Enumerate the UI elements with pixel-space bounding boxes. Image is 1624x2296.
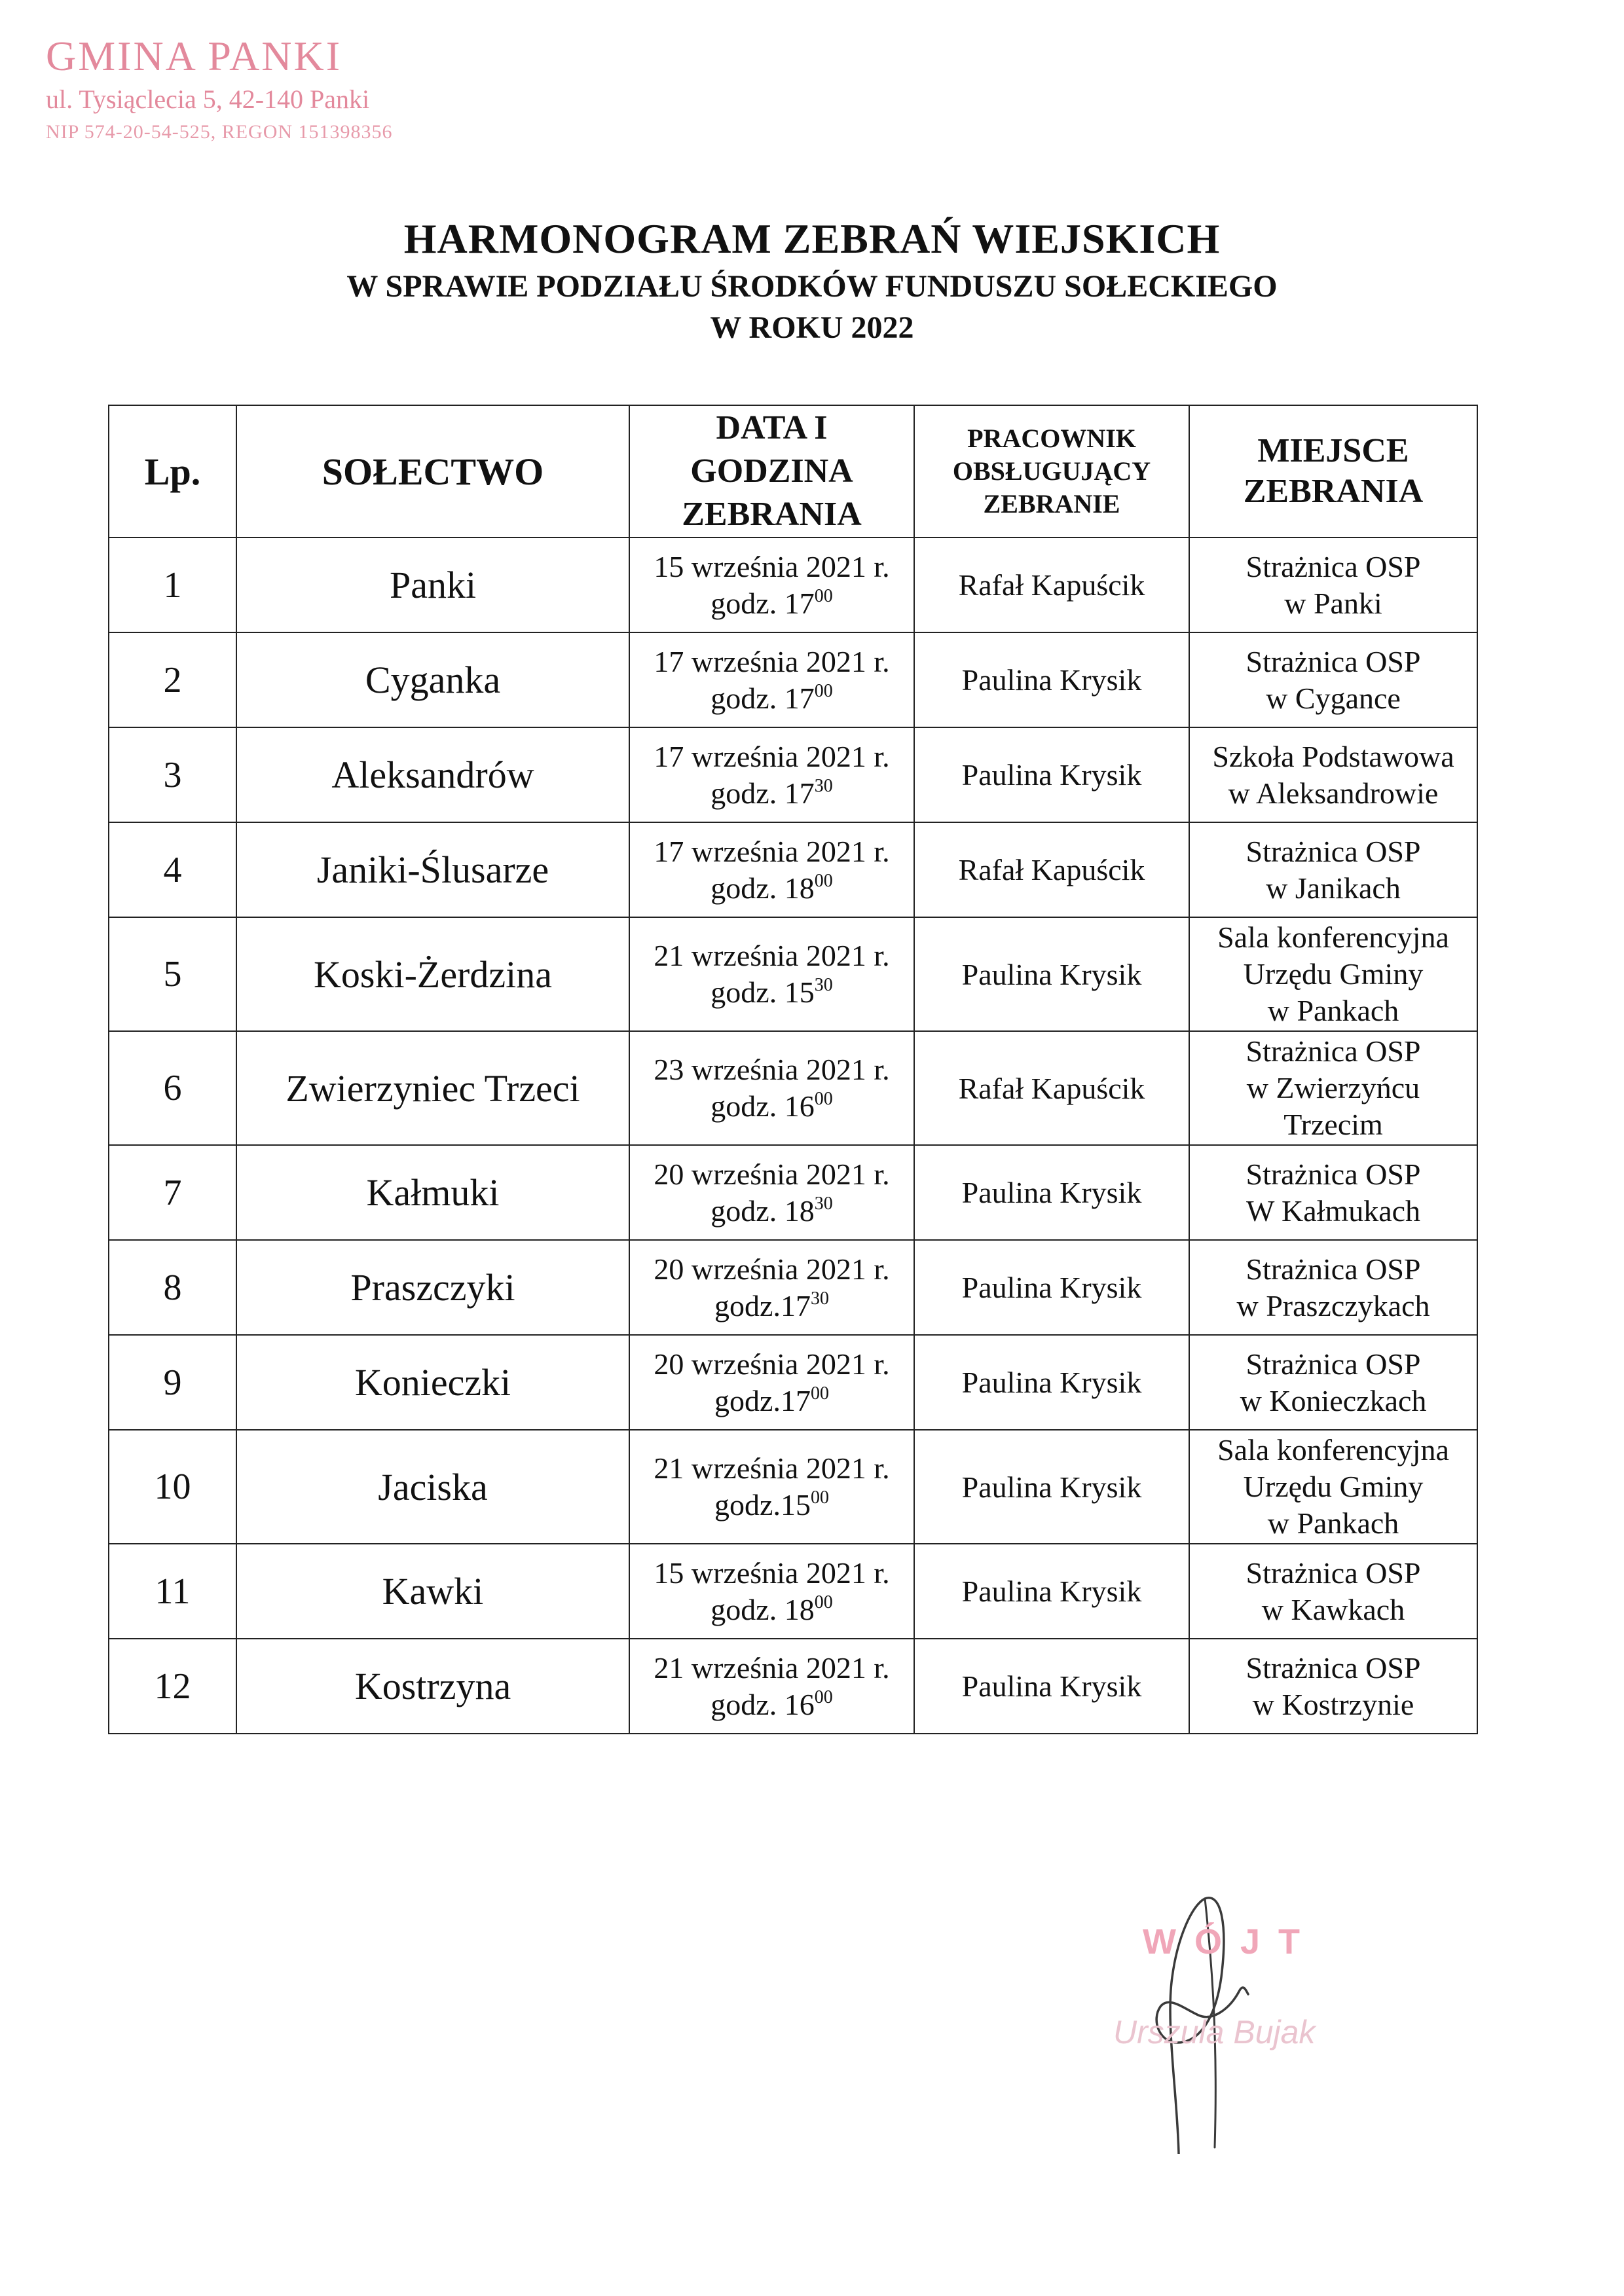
cell-solectwo: Zwierzyniec Trzeci [236, 1031, 629, 1145]
document-heading [0, 213, 1624, 348]
place-line: w Panki [1284, 586, 1382, 620]
header-place-line: ZEBRANIA [1243, 473, 1424, 510]
time-minutes: 30 [810, 1288, 829, 1309]
place-line: Strażnica OSP [1246, 1252, 1421, 1286]
place-line: w Pankach [1267, 994, 1399, 1027]
header-place-line: MIEJSCE [1257, 432, 1409, 469]
header-worker [914, 405, 1189, 538]
cell-place [1189, 1240, 1477, 1335]
cell-solectwo: Panki [236, 538, 629, 632]
cell-place [1189, 1430, 1477, 1544]
cell-lp: 4 [109, 822, 236, 917]
time-hour: godz. 17 [710, 681, 815, 715]
table-row [109, 1145, 1477, 1240]
table-body [109, 538, 1477, 1734]
cell-solectwo: Kawki [236, 1544, 629, 1639]
table-header-row [109, 405, 1477, 538]
table-row [109, 1639, 1477, 1734]
date-line: 20 września 2021 r. [654, 1252, 890, 1286]
time-minutes: 00 [810, 1383, 829, 1404]
table-row [109, 538, 1477, 632]
date-line: 21 września 2021 r. [654, 1451, 890, 1485]
time-line [637, 1088, 907, 1125]
table-row [109, 917, 1477, 1031]
cell-date [629, 1639, 914, 1734]
time-hour: godz. 15 [710, 975, 815, 1009]
cell-date [629, 727, 914, 822]
cell-worker: Paulina Krysik [914, 1639, 1189, 1734]
cell-worker: Paulina Krysik [914, 1240, 1189, 1335]
time-hour: godz.17 [714, 1288, 811, 1322]
place-line: Urzędu Gminy [1243, 957, 1424, 991]
time-line [637, 585, 907, 622]
document-year: W ROKU 2022 [710, 310, 914, 345]
cell-worker: Paulina Krysik [914, 917, 1189, 1031]
header-worker-line: ZEBRANIE [983, 489, 1120, 519]
cell-solectwo: Jaciska [236, 1430, 629, 1544]
date-line: 15 września 2021 r. [654, 1556, 890, 1590]
time-minutes: 30 [814, 975, 833, 995]
cell-date [629, 1544, 914, 1639]
header-date [629, 405, 914, 538]
cell-date [629, 1430, 914, 1544]
cell-date [629, 1145, 914, 1240]
cell-worker: Rafał Kapuścik [914, 1031, 1189, 1145]
cell-date [629, 1240, 914, 1335]
time-minutes: 00 [814, 1089, 833, 1109]
table-row [109, 1240, 1477, 1335]
place-line: Strażnica OSP [1246, 549, 1421, 583]
time-hour: godz.15 [714, 1488, 811, 1522]
signature-stamp-title: WÓJT [1143, 1922, 1318, 1961]
cell-lp: 8 [109, 1240, 236, 1335]
cell-place [1189, 538, 1477, 632]
cell-place [1189, 1335, 1477, 1430]
place-line: w Pankach [1267, 1506, 1399, 1540]
cell-worker: Rafał Kapuścik [914, 538, 1189, 632]
cell-lp: 11 [109, 1544, 236, 1639]
table-row [109, 727, 1477, 822]
table-row [109, 1031, 1477, 1145]
time-line [637, 1288, 907, 1324]
cell-lp: 5 [109, 917, 236, 1031]
place-line: w Kostrzynie [1252, 1687, 1414, 1721]
cell-place [1189, 1544, 1477, 1639]
stamp-address: ul. Tysiąclecia 5, 42-140 Panki [46, 84, 370, 114]
stamp-ids: NIP 574-20-54-525, REGON 151398356 [46, 121, 393, 143]
cell-lp: 1 [109, 538, 236, 632]
time-hour: godz. 17 [710, 586, 815, 620]
table-row [109, 822, 1477, 917]
header-lp: Lp. [109, 405, 236, 538]
time-minutes: 00 [814, 1686, 833, 1707]
cell-lp: 2 [109, 632, 236, 727]
cell-worker: Paulina Krysik [914, 632, 1189, 727]
date-line: 17 września 2021 r. [654, 834, 890, 868]
table-row [109, 1430, 1477, 1544]
cell-place [1189, 917, 1477, 1031]
time-minutes: 30 [814, 775, 833, 796]
place-line: W Kałmukach [1246, 1194, 1421, 1228]
place-line: w Cygance [1266, 681, 1401, 715]
date-line: 23 września 2021 r. [654, 1053, 890, 1086]
signature-stamp-name: Urszula Bujak [1113, 2014, 1316, 2050]
cell-lp: 12 [109, 1639, 236, 1734]
cell-worker: Paulina Krysik [914, 1335, 1189, 1430]
cell-worker: Paulina Krysik [914, 1145, 1189, 1240]
cell-place [1189, 822, 1477, 917]
time-hour: godz. 18 [710, 871, 815, 905]
time-minutes: 00 [814, 870, 833, 891]
header-date-line: GODZINA [690, 452, 853, 490]
cell-lp: 7 [109, 1145, 236, 1240]
time-line [637, 1383, 907, 1419]
cell-lp: 3 [109, 727, 236, 822]
time-minutes: 00 [814, 585, 833, 606]
date-line: 17 września 2021 r. [654, 739, 890, 773]
time-minutes: 30 [814, 1193, 833, 1214]
place-line: Strażnica OSP [1246, 644, 1421, 678]
place-line: w Praszczykach [1236, 1288, 1430, 1322]
header-place [1189, 405, 1477, 538]
cell-lp: 10 [109, 1430, 236, 1544]
cell-solectwo: Kostrzyna [236, 1639, 629, 1734]
document-subtitle: W SPRAWIE PODZIAŁU ŚRODKÓW FUNDUSZU SOŁECKIEGO [346, 269, 1278, 304]
cell-solectwo: Cyganka [236, 632, 629, 727]
place-line: Sala konferencyjna [1217, 920, 1449, 954]
time-minutes: 00 [814, 680, 833, 701]
place-line: Strażnica OSP [1246, 1034, 1421, 1068]
time-hour: godz.17 [714, 1383, 811, 1417]
time-line [637, 1592, 907, 1628]
time-hour: godz. 17 [710, 776, 815, 810]
place-line: w Janikach [1266, 871, 1401, 905]
place-line: Strażnica OSP [1246, 1556, 1421, 1590]
cell-date [629, 632, 914, 727]
cell-place [1189, 632, 1477, 727]
cell-worker: Paulina Krysik [914, 1430, 1189, 1544]
meeting-schedule-table [108, 405, 1478, 1734]
date-line: 17 września 2021 r. [654, 644, 890, 678]
cell-date [629, 538, 914, 632]
table-row [109, 632, 1477, 727]
header-solectwo: SOŁECTWO [236, 405, 629, 538]
place-line: Szkoła Podstawowa [1212, 739, 1454, 773]
cell-solectwo: Koski-Żerdzina [236, 917, 629, 1031]
cell-solectwo: Praszczyki [236, 1240, 629, 1335]
table-row [109, 1335, 1477, 1430]
time-hour: godz. 16 [710, 1089, 815, 1123]
place-line: Strażnica OSP [1246, 1347, 1421, 1381]
cell-date [629, 917, 914, 1031]
cell-place [1189, 727, 1477, 822]
cell-date [629, 1335, 914, 1430]
time-hour: godz. 16 [710, 1687, 815, 1721]
time-line [637, 1487, 907, 1523]
document-title: HARMONOGRAM ZEBRAŃ WIEJSKICH [403, 215, 1221, 262]
place-line: Sala konferencyjna [1217, 1433, 1449, 1467]
place-line: w Zwierzyńcu [1246, 1071, 1420, 1104]
place-line: Trzecim [1283, 1108, 1383, 1141]
place-line: w Aleksandrowie [1228, 776, 1439, 810]
cell-worker: Paulina Krysik [914, 727, 1189, 822]
place-line: w Kawkach [1261, 1592, 1405, 1626]
cell-date [629, 1031, 914, 1145]
stamp-title: GMINA PANKI [46, 33, 342, 79]
cell-worker: Rafał Kapuścik [914, 822, 1189, 917]
date-line: 20 września 2021 r. [654, 1157, 890, 1191]
time-line [637, 974, 907, 1011]
cell-worker: Paulina Krysik [914, 1544, 1189, 1639]
header-date-line: DATA I [716, 409, 828, 446]
table-row [109, 1544, 1477, 1639]
cell-lp: 9 [109, 1335, 236, 1430]
header-date-line: ZEBRANIA [682, 496, 862, 533]
place-line: Urzędu Gminy [1243, 1470, 1424, 1503]
date-line: 15 września 2021 r. [654, 549, 890, 583]
time-line [637, 870, 907, 907]
municipality-stamp [46, 31, 426, 147]
date-line: 20 września 2021 r. [654, 1347, 890, 1381]
time-minutes: 00 [810, 1487, 829, 1508]
cell-solectwo: Konieczki [236, 1335, 629, 1430]
time-line [637, 1193, 907, 1230]
place-line: Strażnica OSP [1246, 1157, 1421, 1191]
cell-lp: 6 [109, 1031, 236, 1145]
cell-solectwo: Kałmuki [236, 1145, 629, 1240]
place-line: w Konieczkach [1240, 1383, 1427, 1417]
cell-place [1189, 1639, 1477, 1734]
date-line: 21 września 2021 r. [654, 939, 890, 972]
cell-date [629, 822, 914, 917]
header-worker-line: PRACOWNIK [967, 424, 1136, 453]
date-line: 21 września 2021 r. [654, 1650, 890, 1685]
time-minutes: 00 [814, 1592, 833, 1613]
time-hour: godz. 18 [710, 1194, 815, 1228]
time-line [637, 680, 907, 717]
time-hour: godz. 18 [710, 1592, 815, 1626]
header-worker-line: OBSŁUGUJĄCY [952, 456, 1151, 486]
cell-place [1189, 1031, 1477, 1145]
cell-place [1189, 1145, 1477, 1240]
time-line [637, 775, 907, 812]
cell-solectwo: Janiki-Ślusarze [236, 822, 629, 917]
place-line: Strażnica OSP [1246, 1650, 1421, 1685]
time-line [637, 1686, 907, 1723]
place-line: Strażnica OSP [1246, 834, 1421, 868]
cell-solectwo: Aleksandrów [236, 727, 629, 822]
